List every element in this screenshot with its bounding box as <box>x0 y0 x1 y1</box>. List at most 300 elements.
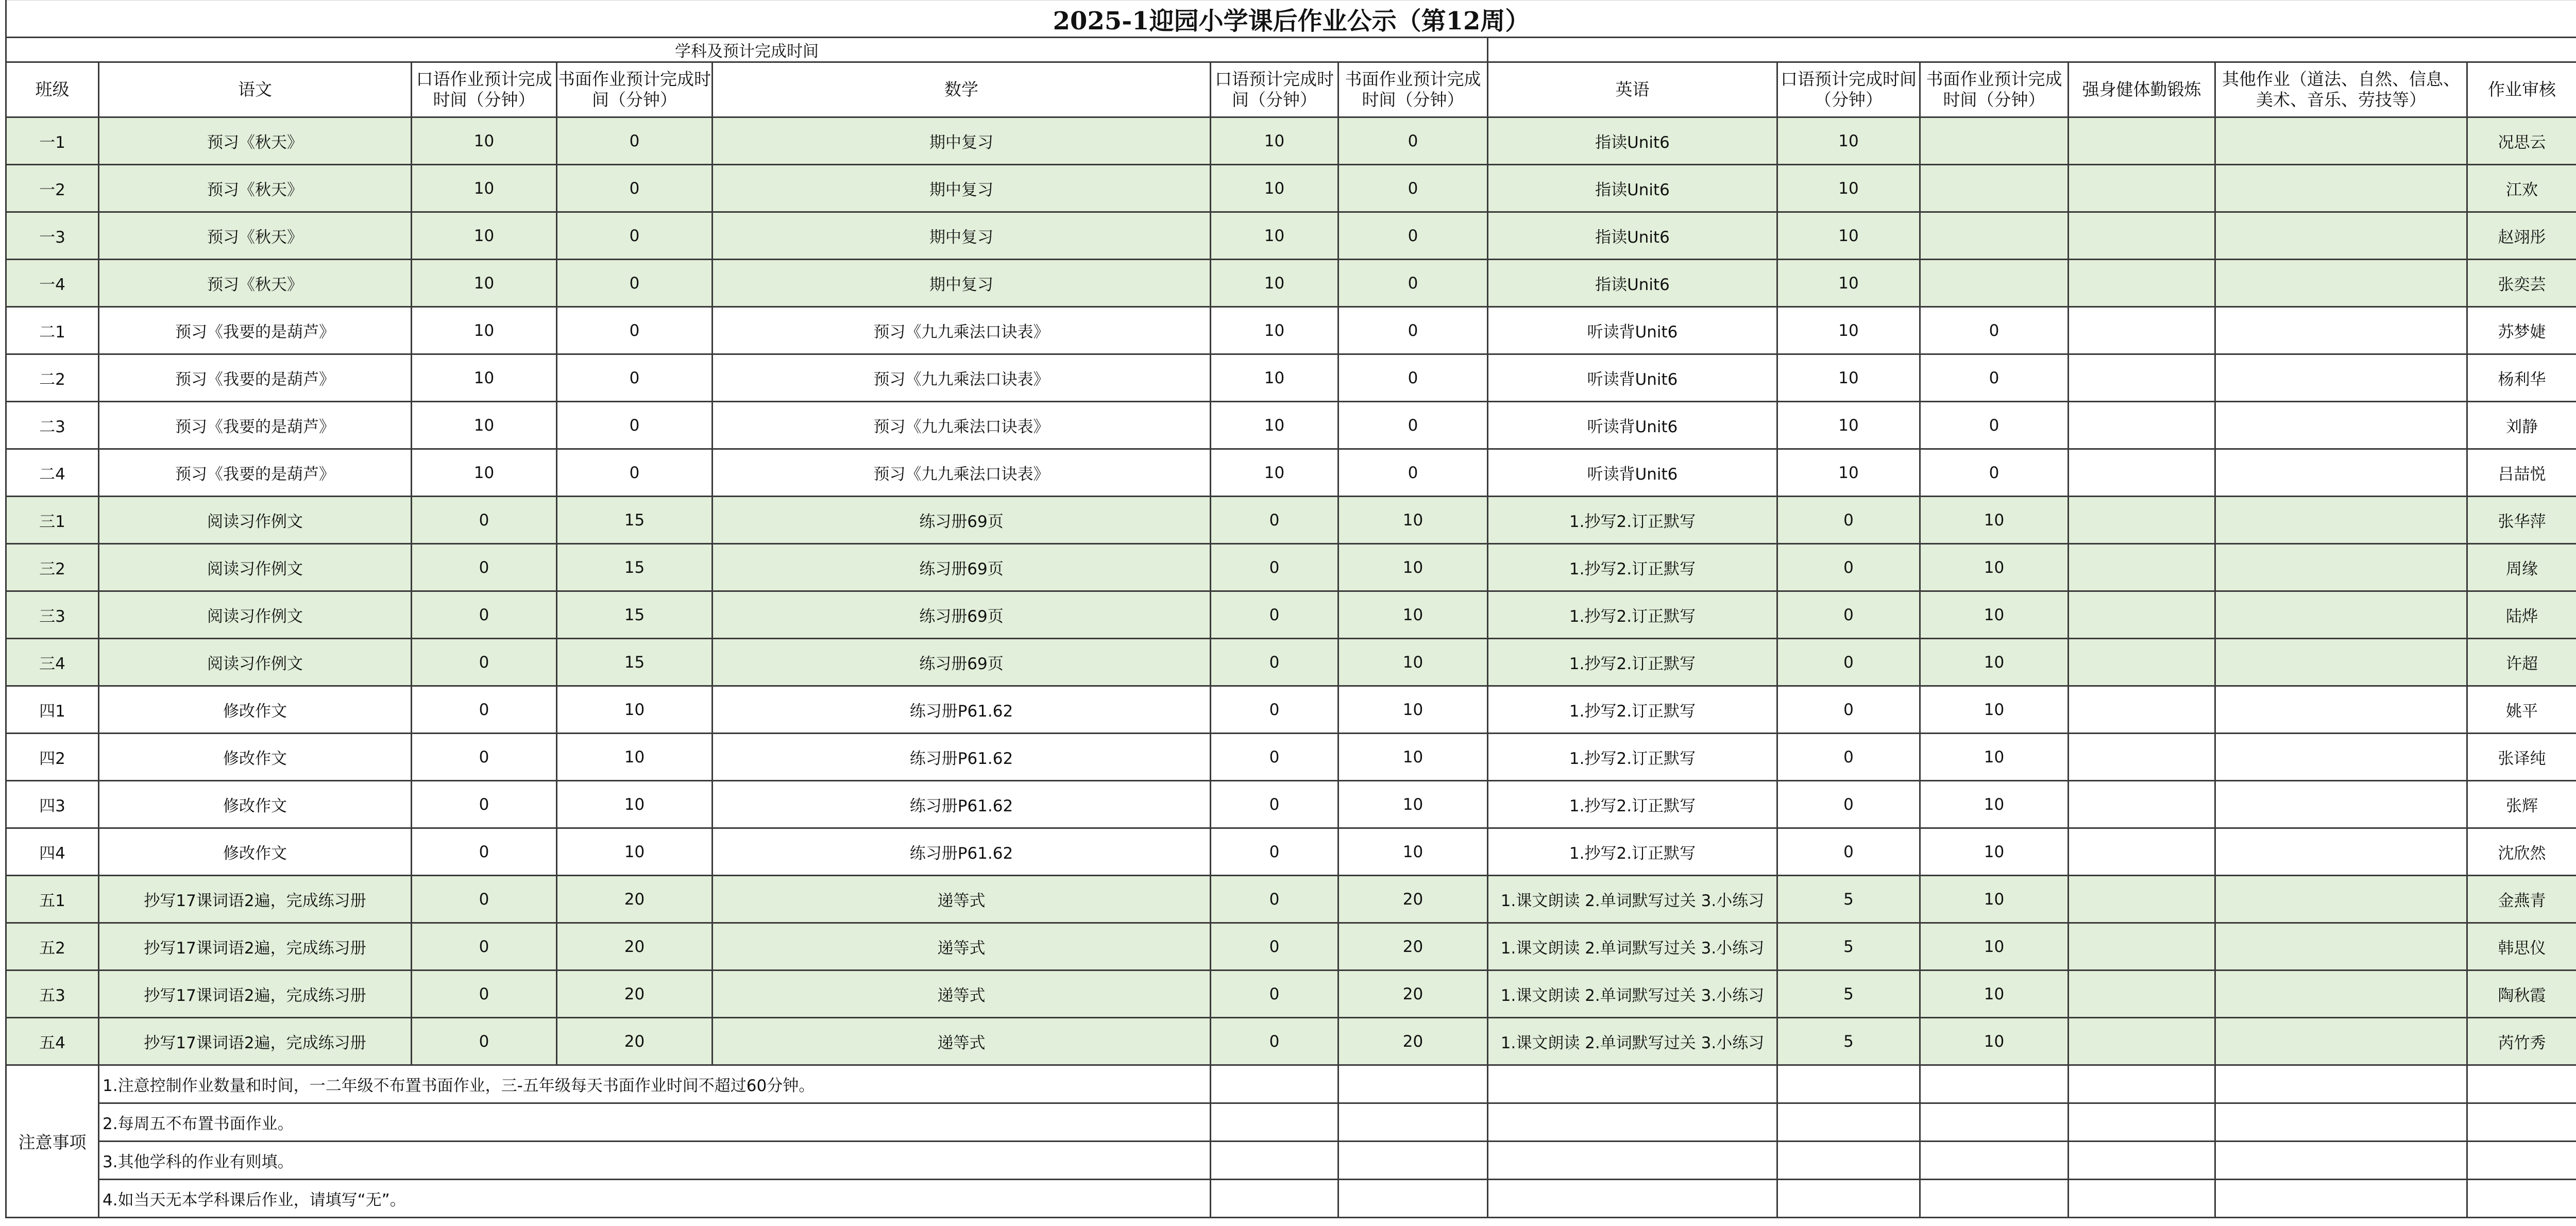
cell-english-oral: 5 <box>1777 923 1920 970</box>
cell-reviewer: 金燕青 <box>2467 876 2576 923</box>
note-empty-cell <box>1211 1065 1338 1103</box>
cell-chinese: 阅读习作例文 <box>99 639 412 686</box>
cell-math: 练习册69页 <box>713 639 1211 686</box>
cell-exercise <box>2069 117 2215 165</box>
subtitle-blank <box>1488 38 2576 62</box>
notes-row <box>6 1103 2576 1142</box>
table-row <box>6 734 2576 781</box>
cell-other <box>2215 307 2467 354</box>
note-empty-cell <box>2069 1065 2215 1103</box>
cell-english-written: 10 <box>1920 781 2069 828</box>
cell-chinese-oral: 0 <box>412 544 557 591</box>
cell-math-written: 10 <box>1338 497 1488 544</box>
cell-math-written: 10 <box>1338 686 1488 734</box>
cell-reviewer: 赵翊彤 <box>2467 212 2576 260</box>
cell-english-oral: 0 <box>1777 639 1920 686</box>
note-empty-cell <box>1920 1065 2069 1103</box>
notes-row <box>6 1180 2576 1218</box>
note-empty-cell <box>2467 1180 2576 1218</box>
cell-math-oral: 0 <box>1211 544 1338 591</box>
cell-english-oral: 10 <box>1777 307 1920 354</box>
cell-english: 1.抄写2.订正默写 <box>1488 639 1777 686</box>
cell-chinese-written: 20 <box>557 1018 713 1065</box>
cell-math: 预习《九九乘法口诀表》 <box>713 449 1211 497</box>
cell-chinese: 预习《我要的是葫芦》 <box>99 449 412 497</box>
cell-class: 三3 <box>6 591 99 639</box>
cell-other <box>2215 544 2467 591</box>
cell-other <box>2215 1018 2467 1065</box>
cell-exercise <box>2069 781 2215 828</box>
note-empty-cell <box>1777 1065 1920 1103</box>
cell-math-oral: 0 <box>1211 1018 1338 1065</box>
note-text: 3.其他学科的作业有则填。 <box>99 1142 1211 1180</box>
cell-math: 练习册P61.62 <box>713 734 1211 781</box>
cell-english-written: 0 <box>1920 449 2069 497</box>
page-title: 2025-1迎园小学课后作业公示（第12周） <box>6 1 2576 38</box>
cell-math-written: 0 <box>1338 165 1488 212</box>
header-row <box>6 62 2576 117</box>
cell-reviewer: 周缘 <box>2467 544 2576 591</box>
cell-math-oral: 0 <box>1211 686 1338 734</box>
cell-english-oral: 5 <box>1777 970 1920 1018</box>
table-row <box>6 449 2576 497</box>
cell-math-written: 0 <box>1338 260 1488 307</box>
cell-chinese-written: 0 <box>557 354 713 402</box>
cell-math-oral: 10 <box>1211 354 1338 402</box>
cell-other <box>2215 876 2467 923</box>
cell-class: 二3 <box>6 402 99 449</box>
note-empty-cell <box>1488 1142 1777 1180</box>
note-empty-cell <box>2215 1142 2467 1180</box>
cell-exercise <box>2069 449 2215 497</box>
table-row <box>6 307 2576 354</box>
cell-other <box>2215 212 2467 260</box>
cell-chinese-written: 0 <box>557 307 713 354</box>
cell-math: 练习册69页 <box>713 497 1211 544</box>
header-english: 英语 <box>1488 62 1777 117</box>
cell-other <box>2215 449 2467 497</box>
cell-english: 听读背Unit6 <box>1488 307 1777 354</box>
cell-reviewer: 张华萍 <box>2467 497 2576 544</box>
cell-exercise <box>2069 402 2215 449</box>
cell-chinese: 阅读习作例文 <box>99 591 412 639</box>
cell-math: 练习册69页 <box>713 544 1211 591</box>
cell-reviewer: 张译纯 <box>2467 734 2576 781</box>
cell-chinese-oral: 0 <box>412 686 557 734</box>
cell-math-written: 20 <box>1338 923 1488 970</box>
cell-chinese: 抄写17课词语2遍，完成练习册 <box>99 1018 412 1065</box>
cell-chinese-oral: 10 <box>412 260 557 307</box>
cell-chinese-oral: 0 <box>412 639 557 686</box>
cell-chinese-written: 10 <box>557 828 713 876</box>
cell-chinese-oral: 10 <box>412 402 557 449</box>
header-math-oral: 口语预计完成时间（分钟） <box>1211 62 1338 117</box>
cell-english: 听读背Unit6 <box>1488 354 1777 402</box>
table-row <box>6 497 2576 544</box>
cell-chinese-oral: 0 <box>412 1018 557 1065</box>
cell-english: 1.抄写2.订正默写 <box>1488 544 1777 591</box>
cell-class: 五2 <box>6 923 99 970</box>
cell-other <box>2215 828 2467 876</box>
cell-chinese: 预习《我要的是葫芦》 <box>99 307 412 354</box>
cell-math-oral: 10 <box>1211 307 1338 354</box>
table-row <box>6 591 2576 639</box>
cell-chinese-written: 15 <box>557 591 713 639</box>
note-empty-cell <box>1777 1142 1920 1180</box>
cell-reviewer: 刘静 <box>2467 402 2576 449</box>
cell-english-oral: 0 <box>1777 686 1920 734</box>
table-row <box>6 781 2576 828</box>
note-empty-cell <box>2215 1180 2467 1218</box>
cell-english-written <box>1920 117 2069 165</box>
note-empty-cell <box>2467 1065 2576 1103</box>
note-empty-cell <box>1211 1103 1338 1142</box>
cell-reviewer: 江欢 <box>2467 165 2576 212</box>
note-empty-cell <box>1920 1142 2069 1180</box>
cell-reviewer: 张辉 <box>2467 781 2576 828</box>
header-english-written: 书面作业预计完成时间（分钟） <box>1920 62 2069 117</box>
cell-english-written: 0 <box>1920 307 2069 354</box>
cell-english: 听读背Unit6 <box>1488 449 1777 497</box>
cell-class: 三2 <box>6 544 99 591</box>
cell-other <box>2215 639 2467 686</box>
cell-english-written: 10 <box>1920 734 2069 781</box>
table-row <box>6 686 2576 734</box>
cell-exercise <box>2069 686 2215 734</box>
note-empty-cell <box>1211 1180 1338 1218</box>
cell-chinese-written: 0 <box>557 165 713 212</box>
cell-math: 递等式 <box>713 1018 1211 1065</box>
cell-other <box>2215 591 2467 639</box>
cell-chinese-written: 0 <box>557 449 713 497</box>
note-text: 4.如当天无本学科课后作业，请填写“无”。 <box>99 1180 1211 1218</box>
cell-class: 二1 <box>6 307 99 354</box>
note-empty-cell <box>2069 1103 2215 1142</box>
subtitle: 学科及预计完成时间 <box>6 38 1488 62</box>
header-chinese: 语文 <box>99 62 412 117</box>
cell-other <box>2215 970 2467 1018</box>
cell-english-oral: 0 <box>1777 544 1920 591</box>
cell-english-oral: 10 <box>1777 354 1920 402</box>
cell-math-written: 10 <box>1338 734 1488 781</box>
cell-english: 1.抄写2.订正默写 <box>1488 734 1777 781</box>
notes-label: 注意事项 <box>6 1065 99 1218</box>
cell-math: 练习册P61.62 <box>713 686 1211 734</box>
note-empty-cell <box>2069 1142 2215 1180</box>
cell-chinese-written: 15 <box>557 639 713 686</box>
cell-english-written: 10 <box>1920 686 2069 734</box>
cell-english-written: 0 <box>1920 354 2069 402</box>
cell-chinese-oral: 10 <box>412 449 557 497</box>
cell-exercise <box>2069 828 2215 876</box>
cell-exercise <box>2069 923 2215 970</box>
cell-english: 1.课文朗读 2.单词默写过关 3.小练习 <box>1488 970 1777 1018</box>
note-empty-cell <box>1338 1065 1488 1103</box>
cell-chinese-written: 15 <box>557 497 713 544</box>
cell-english-oral: 5 <box>1777 876 1920 923</box>
note-empty-cell <box>2215 1065 2467 1103</box>
table-row <box>6 260 2576 307</box>
note-text: 1.注意控制作业数量和时间，一二年级不布置书面作业，三-五年级每天书面作业时间不超过60分钟。 <box>99 1065 1211 1103</box>
cell-math-written: 10 <box>1338 781 1488 828</box>
cell-math-written: 0 <box>1338 307 1488 354</box>
table-row <box>6 1018 2576 1065</box>
cell-class: 一4 <box>6 260 99 307</box>
cell-reviewer: 陆烨 <box>2467 591 2576 639</box>
cell-math-oral: 0 <box>1211 639 1338 686</box>
cell-chinese: 修改作文 <box>99 686 412 734</box>
note-empty-cell <box>1338 1180 1488 1218</box>
notes-row <box>6 1065 2576 1103</box>
cell-reviewer: 苏梦婕 <box>2467 307 2576 354</box>
cell-math-oral: 0 <box>1211 923 1338 970</box>
cell-chinese: 预习《秋天》 <box>99 165 412 212</box>
cell-english: 1.抄写2.订正默写 <box>1488 591 1777 639</box>
cell-english-written: 10 <box>1920 970 2069 1018</box>
cell-chinese-oral: 0 <box>412 734 557 781</box>
cell-english-written <box>1920 212 2069 260</box>
note-empty-cell <box>2467 1142 2576 1180</box>
cell-exercise <box>2069 970 2215 1018</box>
cell-english-oral: 10 <box>1777 260 1920 307</box>
cell-reviewer: 况思云 <box>2467 117 2576 165</box>
cell-chinese-oral: 10 <box>412 165 557 212</box>
cell-chinese: 预习《秋天》 <box>99 260 412 307</box>
cell-english: 1.抄写2.订正默写 <box>1488 686 1777 734</box>
cell-english-written: 10 <box>1920 591 2069 639</box>
cell-chinese-oral: 10 <box>412 307 557 354</box>
table-row <box>6 923 2576 970</box>
cell-exercise <box>2069 591 2215 639</box>
cell-chinese-oral: 0 <box>412 591 557 639</box>
cell-chinese-written: 0 <box>557 402 713 449</box>
cell-class: 四2 <box>6 734 99 781</box>
cell-chinese-written: 20 <box>557 923 713 970</box>
cell-exercise <box>2069 876 2215 923</box>
cell-exercise <box>2069 1018 2215 1065</box>
cell-math-oral: 0 <box>1211 734 1338 781</box>
cell-chinese-written: 10 <box>557 734 713 781</box>
cell-reviewer: 沈欣然 <box>2467 828 2576 876</box>
cell-math: 练习册P61.62 <box>713 828 1211 876</box>
note-empty-cell <box>1920 1180 2069 1218</box>
cell-math-oral: 10 <box>1211 212 1338 260</box>
cell-english: 指读Unit6 <box>1488 212 1777 260</box>
cell-exercise <box>2069 307 2215 354</box>
cell-chinese: 抄写17课词语2遍，完成练习册 <box>99 876 412 923</box>
header-math: 数学 <box>713 62 1211 117</box>
cell-math: 递等式 <box>713 970 1211 1018</box>
cell-math: 期中复习 <box>713 260 1211 307</box>
cell-chinese: 修改作文 <box>99 734 412 781</box>
cell-english: 指读Unit6 <box>1488 117 1777 165</box>
note-empty-cell <box>2215 1103 2467 1142</box>
cell-chinese-oral: 0 <box>412 970 557 1018</box>
cell-class: 一2 <box>6 165 99 212</box>
cell-math: 递等式 <box>713 876 1211 923</box>
note-empty-cell <box>1211 1142 1338 1180</box>
cell-math-written: 20 <box>1338 1018 1488 1065</box>
cell-english: 1.课文朗读 2.单词默写过关 3.小练习 <box>1488 923 1777 970</box>
cell-exercise <box>2069 165 2215 212</box>
homework-table <box>5 0 2576 1218</box>
cell-english-oral: 10 <box>1777 449 1920 497</box>
cell-math-oral: 0 <box>1211 828 1338 876</box>
cell-class: 一3 <box>6 212 99 260</box>
cell-math-written: 20 <box>1338 970 1488 1018</box>
note-empty-cell <box>1777 1103 1920 1142</box>
cell-math: 预习《九九乘法口诀表》 <box>713 307 1211 354</box>
cell-class: 三1 <box>6 497 99 544</box>
note-empty-cell <box>1777 1180 1920 1218</box>
cell-class: 一1 <box>6 117 99 165</box>
cell-chinese-written: 0 <box>557 212 713 260</box>
cell-exercise <box>2069 212 2215 260</box>
cell-other <box>2215 260 2467 307</box>
cell-chinese-written: 10 <box>557 686 713 734</box>
cell-chinese-written: 0 <box>557 117 713 165</box>
cell-other <box>2215 923 2467 970</box>
notes-row <box>6 1142 2576 1180</box>
cell-math: 预习《九九乘法口诀表》 <box>713 354 1211 402</box>
cell-math-oral: 10 <box>1211 260 1338 307</box>
cell-chinese: 预习《我要的是葫芦》 <box>99 354 412 402</box>
header-math-written: 书面作业预计完成时间（分钟） <box>1338 62 1488 117</box>
cell-reviewer: 韩思仪 <box>2467 923 2576 970</box>
cell-math-oral: 10 <box>1211 117 1338 165</box>
cell-math-oral: 0 <box>1211 781 1338 828</box>
table-row <box>6 544 2576 591</box>
cell-math-written: 20 <box>1338 876 1488 923</box>
cell-english: 指读Unit6 <box>1488 165 1777 212</box>
cell-chinese-oral: 0 <box>412 923 557 970</box>
cell-reviewer: 张奕芸 <box>2467 260 2576 307</box>
cell-chinese-oral: 10 <box>412 117 557 165</box>
cell-chinese-oral: 0 <box>412 828 557 876</box>
cell-math-oral: 10 <box>1211 449 1338 497</box>
cell-math-written: 10 <box>1338 828 1488 876</box>
header-exercise: 强身健体勤锻炼 <box>2069 62 2215 117</box>
header-other: 其他作业（道法、自然、信息、美术、音乐、劳技等） <box>2215 62 2467 117</box>
cell-reviewer: 吕喆悦 <box>2467 449 2576 497</box>
cell-other <box>2215 734 2467 781</box>
cell-english-written: 10 <box>1920 639 2069 686</box>
header-class: 班级 <box>6 62 99 117</box>
cell-reviewer: 杨利华 <box>2467 354 2576 402</box>
cell-class: 三4 <box>6 639 99 686</box>
cell-math-written: 0 <box>1338 354 1488 402</box>
cell-exercise <box>2069 497 2215 544</box>
note-text: 2.每周五不布置书面作业。 <box>99 1103 1211 1142</box>
cell-english-written: 10 <box>1920 544 2069 591</box>
table-row <box>6 212 2576 260</box>
cell-math: 练习册P61.62 <box>713 781 1211 828</box>
note-empty-cell <box>1338 1103 1488 1142</box>
note-empty-cell <box>1338 1142 1488 1180</box>
cell-english-oral: 5 <box>1777 1018 1920 1065</box>
cell-chinese-written: 20 <box>557 876 713 923</box>
cell-math-written: 0 <box>1338 212 1488 260</box>
note-empty-cell <box>2467 1103 2576 1142</box>
cell-class: 二4 <box>6 449 99 497</box>
cell-english: 1.抄写2.订正默写 <box>1488 497 1777 544</box>
table-row <box>6 876 2576 923</box>
cell-chinese: 修改作文 <box>99 781 412 828</box>
cell-math: 期中复习 <box>713 117 1211 165</box>
cell-math-oral: 10 <box>1211 165 1338 212</box>
cell-math: 递等式 <box>713 923 1211 970</box>
cell-chinese: 抄写17课词语2遍，完成练习册 <box>99 970 412 1018</box>
cell-english-written <box>1920 260 2069 307</box>
cell-class: 五1 <box>6 876 99 923</box>
cell-english: 1.抄写2.订正默写 <box>1488 781 1777 828</box>
cell-class: 四4 <box>6 828 99 876</box>
cell-exercise <box>2069 544 2215 591</box>
cell-english-oral: 0 <box>1777 591 1920 639</box>
note-empty-cell <box>1488 1065 1777 1103</box>
cell-reviewer: 芮竹秀 <box>2467 1018 2576 1065</box>
cell-class: 二2 <box>6 354 99 402</box>
cell-chinese-written: 10 <box>557 781 713 828</box>
header-reviewer: 作业审核 <box>2467 62 2576 117</box>
table-row <box>6 402 2576 449</box>
table-row <box>6 639 2576 686</box>
table-row <box>6 354 2576 402</box>
cell-class: 五4 <box>6 1018 99 1065</box>
cell-chinese-oral: 10 <box>412 354 557 402</box>
cell-english-oral: 0 <box>1777 828 1920 876</box>
cell-english: 听读背Unit6 <box>1488 402 1777 449</box>
cell-english: 指读Unit6 <box>1488 260 1777 307</box>
cell-math-written: 10 <box>1338 544 1488 591</box>
cell-math: 练习册69页 <box>713 591 1211 639</box>
cell-english: 1.课文朗读 2.单词默写过关 3.小练习 <box>1488 1018 1777 1065</box>
cell-chinese-oral: 0 <box>412 497 557 544</box>
cell-other <box>2215 402 2467 449</box>
cell-english-written: 10 <box>1920 923 2069 970</box>
cell-math-oral: 0 <box>1211 497 1338 544</box>
cell-chinese-written: 15 <box>557 544 713 591</box>
cell-exercise <box>2069 639 2215 686</box>
cell-exercise <box>2069 354 2215 402</box>
cell-math-oral: 0 <box>1211 970 1338 1018</box>
cell-other <box>2215 117 2467 165</box>
table-row <box>6 970 2576 1018</box>
cell-english-oral: 10 <box>1777 165 1920 212</box>
table-row <box>6 165 2576 212</box>
cell-other <box>2215 497 2467 544</box>
cell-class: 四3 <box>6 781 99 828</box>
cell-english-written: 10 <box>1920 1018 2069 1065</box>
cell-math: 期中复习 <box>713 165 1211 212</box>
cell-chinese: 修改作文 <box>99 828 412 876</box>
cell-other <box>2215 686 2467 734</box>
cell-english-written: 10 <box>1920 876 2069 923</box>
table-row <box>6 828 2576 876</box>
cell-chinese-oral: 0 <box>412 876 557 923</box>
note-empty-cell <box>1488 1103 1777 1142</box>
cell-exercise <box>2069 734 2215 781</box>
cell-reviewer: 姚平 <box>2467 686 2576 734</box>
cell-math-oral: 0 <box>1211 591 1338 639</box>
cell-math: 期中复习 <box>713 212 1211 260</box>
cell-english-written: 10 <box>1920 828 2069 876</box>
cell-math-written: 0 <box>1338 117 1488 165</box>
cell-chinese: 阅读习作例文 <box>99 497 412 544</box>
cell-other <box>2215 781 2467 828</box>
table-row <box>6 117 2576 165</box>
cell-english-written <box>1920 165 2069 212</box>
